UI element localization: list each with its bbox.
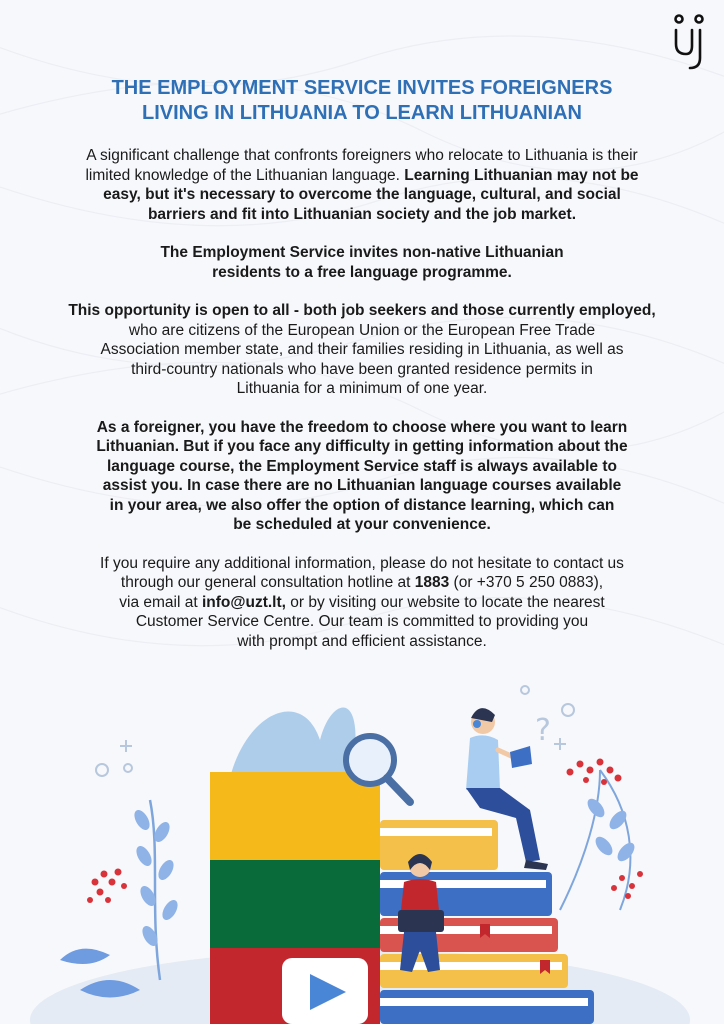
right-branch [560,759,643,911]
paragraph-invitation: The Employment Service invites non-native Lithuanian residents to a free language programme. [160,244,564,281]
left-berries [87,869,127,904]
email-link[interactable]: info@uzt.lt, [201,593,286,611]
play-icon [282,958,368,1024]
paragraph-freedom: As a foreigner, you have the freedom to choose where you want to learn Lithuanian. But if you face any difficulty in getting information about the language course, the Employment Service staff is always available to assist you. In case there are no Lithuanian language courses available in your area, we also offer the option of distance learning, which can be scheduled at your convenience. [96,418,628,533]
hotline-number: 1883 [414,574,450,591]
uzt-logo-icon [670,12,710,72]
learning-illustration [0,660,724,1024]
question-mark-icon: ? [535,713,551,748]
body-text [30,146,694,670]
paragraph-eligibility: This opportunity is open to all - both job seekers and those currently employed, who are citizens of the European Union or the European Free Trade Association member state, and their families residing in Lithuania, as well as third-country nationals who have been granted residence permits in Lithuania for a minimum of one year. [68,302,656,397]
paragraph-intro: A significant challenge that confronts foreigners who relocate to Lithuania is their limited knowledge of the Lithuanian language. Learning Lithuanian may not be easy, but it's necessary to overcome the language, cultural, and social barriers and fit into Lithuanian society and the job market. [85,147,639,223]
page-title: THE EMPLOYMENT SERVICE INVITES FOREIGNERS LIVING IN LITHUANIA TO LEARN LITHUANIAN [111,77,613,124]
left-branch [131,800,180,980]
paragraph-contact: If you require any additional information, please do not hesitate to contact us through our general consultation hotline at 1883 (or +370 5 250 0883), via email at info@uzt.lt, or by visiting our website to locate the nearest Customer Service Centre. Our team is committed to providing you with prompt and efficient assistance. [100,554,624,650]
